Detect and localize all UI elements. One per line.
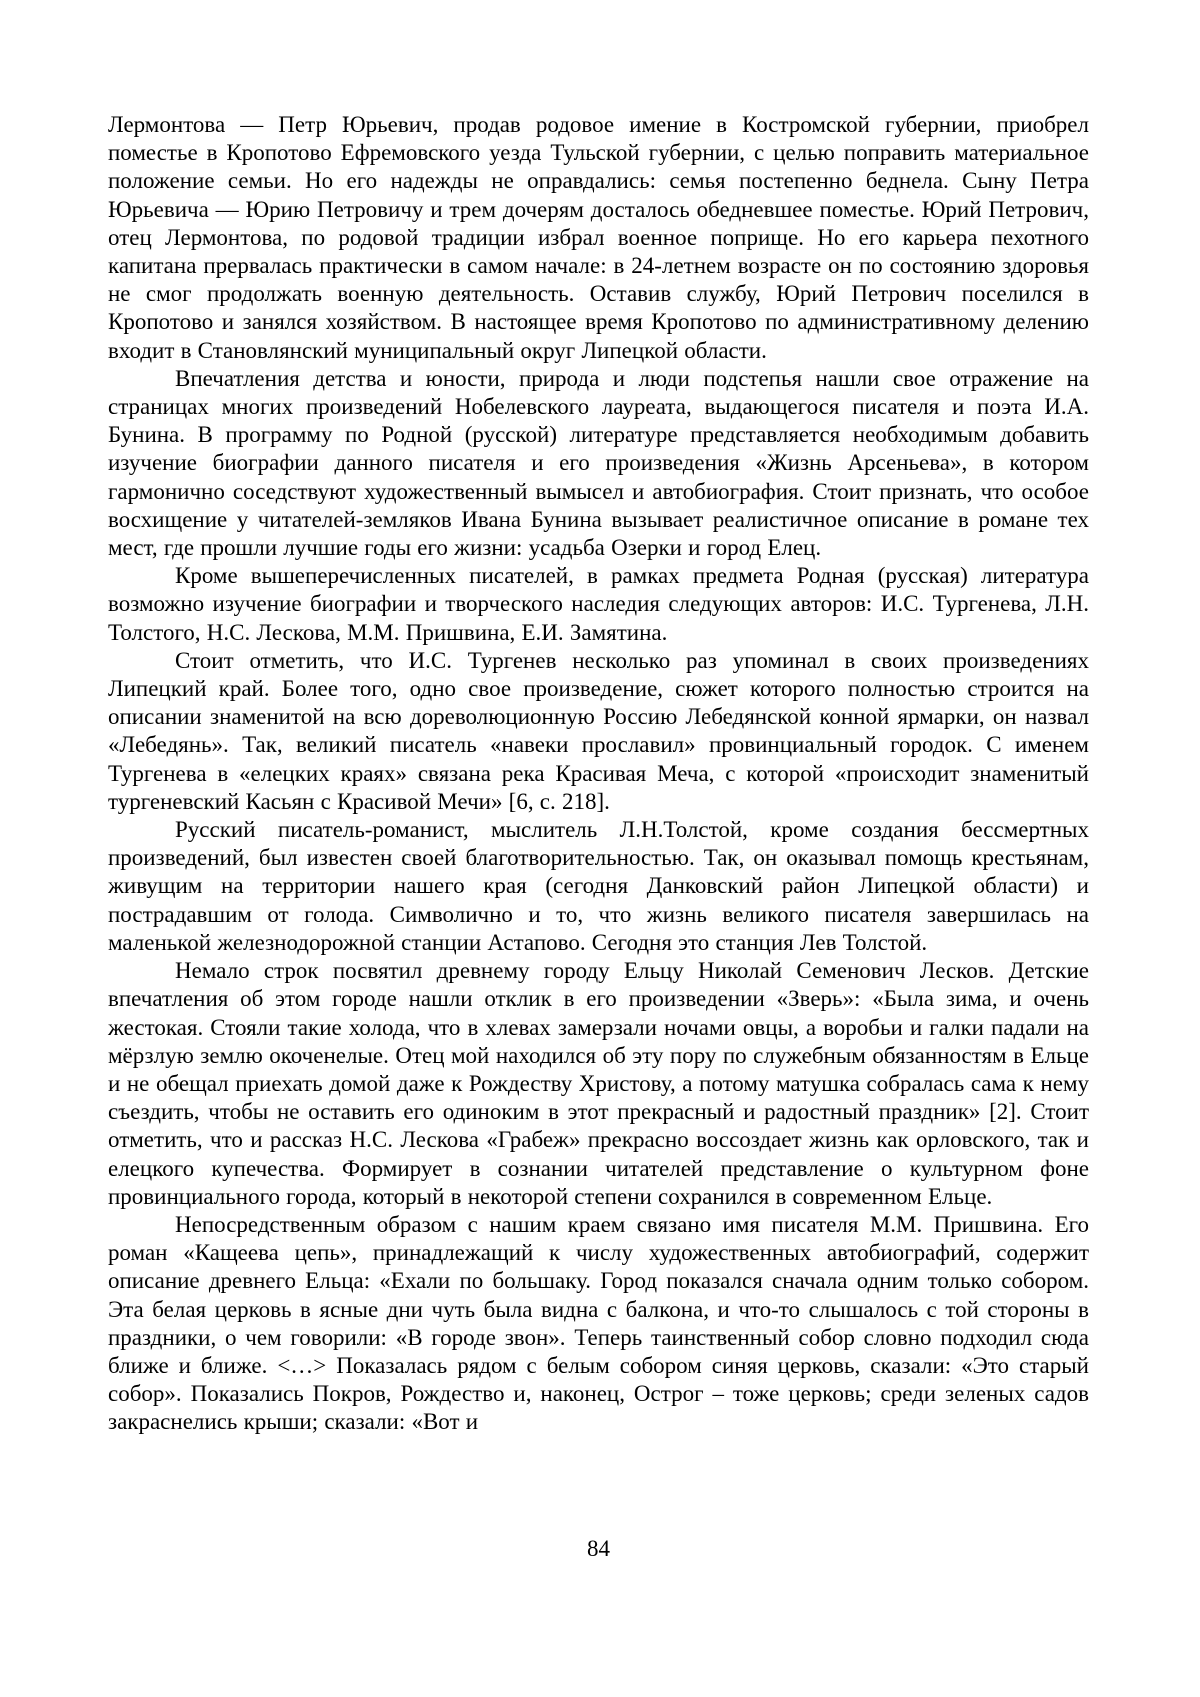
paragraph-1: Лермонтова — Петр Юрьевич, продав родовое имение в Костромской губернии, приобрел поместье в Кропотово Ефремовского уезда Тульской губернии, с целью поправить материальное положение семьи. Но его надежды не оправдались: семья постепенно беднела. Сыну Петра Юрьевича — Юрию Петровичу и трем дочерям досталось обедневшее поместье. Юрий Петрович, отец Лермонтова, по родовой традиции избрал военное поприще. Но его карьера пехотного капитана прервалась практически в самом начале: в 24-летнем возрасте он по состоянию здоровья не смог продолжать военную деятельность. Оставив службу, Юрий Петрович поселился в Кропотово и занялся хозяйством. В настоящее время Кропотово по административному делению входит в Становлянский муниципальный округ Липецкой области.	[108, 112, 1089, 363]
page-number: 84	[587, 1536, 610, 1561]
paragraph-5: Русский писатель-романист, мыслитель Л.Н.Толстой, кроме создания бессмертных произведений, был известен своей благотворительностью. Так, он оказывал помощь крестьянам, живущим на территории нашего края (сегодня Данковский район Липецкой области) и пострадавшим от голода. Символично и то, что жизнь великого писателя завершилась на маленькой железнодорожной станции Астапово. Сегодня это станция Лев Толстой.	[108, 817, 1089, 955]
page-footer	[108, 1535, 1089, 1563]
paragraph-4: Стоит отметить, что И.С. Тургенев несколько раз упоминал в своих произведениях Липецкий край. Более того, одно свое произведение, сюжет которого полностью строится на описании знаменитой на всю дореволюционную Россию Лебедянской конной ярмарки, он назвал «Лебедянь». Так, великий писатель «навеки прославил» провинциальный городок. С именем Тургенева в «елецких краях» связана река Красивая Меча, с которой «происходит знаменитый тургеневский Касьян с Красивой Мечи» [6, с. 218].	[108, 647, 1089, 814]
paragraph-7: Непосредственным образом с нашим краем связано имя писателя М.М. Пришвина. Его роман «Кащеева цепь», принадлежащий к числу художественных автобиографий, содержит описание древнего Ельца: «Ехали по большаку. Город показался сначала одним только собором. Эта белая церковь в ясные дни чуть была видна с балкона, и что-то слышалось с той стороны в праздники, о чем говорили: «В городе звон». Теперь таинственный собор словно подходил сюда ближе и ближе. <…> Показалась рядом с белым собором синяя церковь, сказали: «Это старый собор». Показались Покров, Рождество и, наконец, Острог – тоже церковь; среди зеленых садов закраснелись крыши; сказали: «Вот и	[108, 1211, 1089, 1435]
page-text	[108, 111, 1089, 1437]
paragraph-6: Немало строк посвятил древнему городу Ельцу Николай Семенович Лесков. Детские впечатления об этом городе нашли отклик в его произведении «Зверь»: «Была зима, и очень жестокая. Стояли такие холода, что в хлевах замерзали ночами овцы, а воробьи и галки падали на мёрзлую землю окоченелые. Отец мой находился об эту пору по служебным обязанностям в Ельце и не обещал приехать домой даже к Рождеству Христову, а потому матушка собралась сама к нему съездить, чтобы не оставить его одиноким в этот прекрасный и радостный праздник» [2]. Стоит отметить, что и рассказ Н.С. Лескова «Грабеж» прекрасно воссоздает жизнь как орловского, так и елецкого купечества. Формирует в сознании читателей представление о культурном фоне провинциального города, который в некоторой степени сохранился в современном Ельце.	[108, 958, 1089, 1209]
paragraph-2: Впечатления детства и юности, природа и люди подстепья нашли свое отражение на страницах многих произведений Нобелевского лауреата, выдающегося писателя и поэта И.А. Бунина. В программу по Родной (русской) литературе представляется необходимым добавить изучение биографии данного писателя и его произведения «Жизнь Арсеньева», в котором гармонично соседствуют художественный вымысел и автобиография. Стоит признать, что особое восхищение у читателей-земляков Ивана Бунина вызывает реалистичное описание в романе тех мест, где прошли лучшие годы его жизни: усадьба Озерки и город Елец.	[108, 365, 1089, 561]
paragraph-3: Кроме вышеперечисленных писателей, в рамках предмета Родная (русская) литература возможно изучение биографии и творческого наследия следующих авторов: И.С. Тургенева, Л.Н. Толстого, Н.С. Лескова, М.М. Пришвина, Е.И. Замятина.	[108, 563, 1089, 645]
